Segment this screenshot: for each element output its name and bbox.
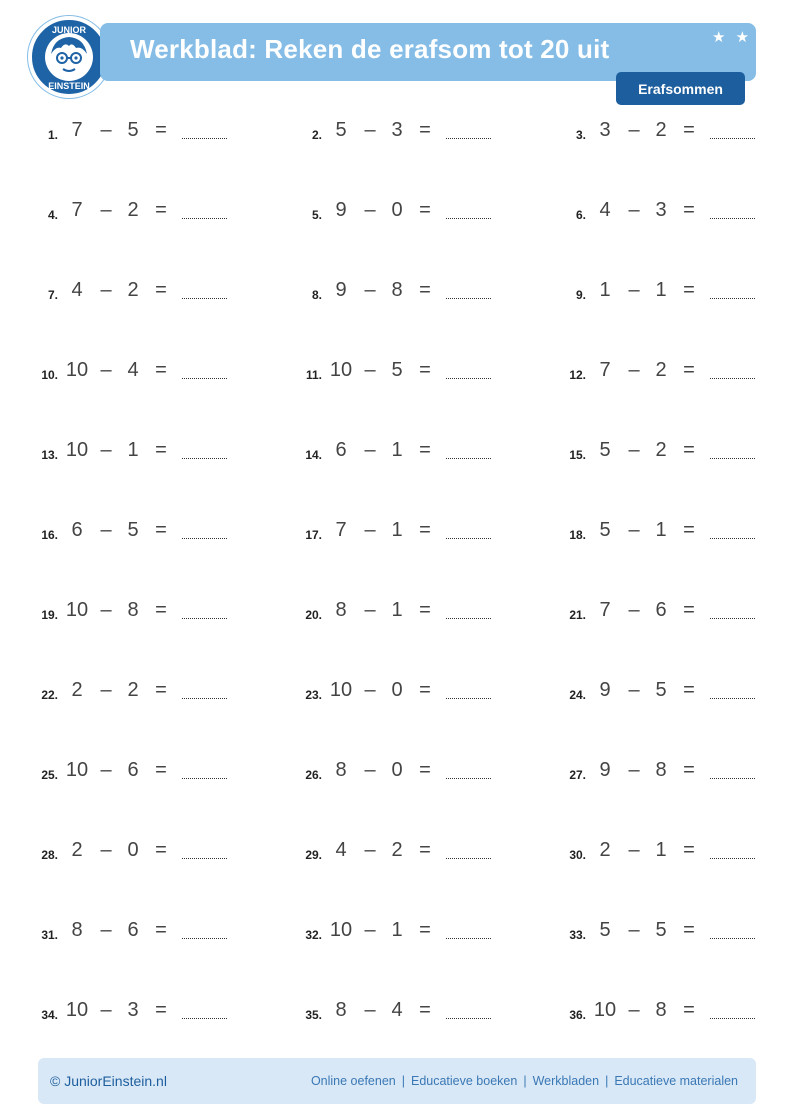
- minuend: 7: [71, 119, 83, 141]
- answer-line[interactable]: [446, 618, 491, 619]
- equals-sign: =: [683, 919, 695, 941]
- logo-text-bottom: EINSTEIN: [48, 81, 90, 91]
- exercise-item: [302, 920, 542, 950]
- subtrahend: 5: [655, 679, 667, 701]
- answer-line[interactable]: [446, 778, 491, 779]
- exercise-number: 6.: [575, 208, 586, 222]
- minuend: 10: [65, 759, 89, 781]
- minus-sign: –: [364, 279, 376, 301]
- subtrahend: 1: [655, 519, 667, 541]
- minus-sign: –: [100, 519, 112, 541]
- page-title: Werkblad: Reken de erafsom tot 20 uit: [130, 34, 610, 64]
- answer-line[interactable]: [446, 938, 491, 939]
- answer-line[interactable]: [446, 138, 491, 139]
- answer-line[interactable]: [182, 458, 227, 459]
- exercise-number: 16.: [41, 528, 58, 542]
- exercise-item: [302, 440, 542, 470]
- exercise-number: 20.: [305, 608, 322, 622]
- subtrahend: 1: [655, 279, 667, 301]
- equals-sign: =: [155, 519, 167, 541]
- exercise-number: 24.: [569, 688, 586, 702]
- equals-sign: =: [419, 759, 431, 781]
- equals-sign: =: [155, 679, 167, 701]
- answer-line[interactable]: [182, 298, 227, 299]
- exercise-item: [302, 840, 542, 870]
- equals-sign: =: [155, 599, 167, 621]
- exercise-item: [302, 1000, 542, 1030]
- subtrahend: 5: [127, 519, 139, 541]
- answer-line[interactable]: [710, 138, 755, 139]
- exercise-number: 13.: [41, 448, 58, 462]
- answer-line[interactable]: [182, 378, 227, 379]
- exercise-item: [566, 280, 794, 310]
- minuend: 10: [65, 359, 89, 381]
- minus-sign: –: [628, 679, 640, 701]
- minuend: 2: [71, 839, 83, 861]
- subtrahend: 2: [655, 119, 667, 141]
- footer-separator: |: [605, 1074, 609, 1088]
- answer-line[interactable]: [446, 538, 491, 539]
- minus-sign: –: [364, 119, 376, 141]
- subtrahend: 2: [127, 279, 139, 301]
- answer-line[interactable]: [182, 778, 227, 779]
- footer-link-educatieve-materialen[interactable]: Educatieve materialen: [614, 1074, 738, 1088]
- subtrahend: 0: [391, 679, 403, 701]
- minus-sign: –: [364, 919, 376, 941]
- exercise-number: 2.: [311, 128, 322, 142]
- exercise-item: [566, 920, 794, 950]
- minuend: 9: [335, 279, 347, 301]
- equals-sign: =: [683, 199, 695, 221]
- exercise-item: [566, 120, 794, 150]
- exercise-number: 34.: [41, 1008, 58, 1022]
- minus-sign: –: [628, 759, 640, 781]
- minuend: 4: [599, 199, 611, 221]
- minus-sign: –: [100, 439, 112, 461]
- exercise-number: 9.: [575, 288, 586, 302]
- equals-sign: =: [155, 439, 167, 461]
- footer-separator: |: [523, 1074, 527, 1088]
- exercise-number: 1.: [47, 128, 58, 142]
- equals-sign: =: [155, 279, 167, 301]
- exercise-item: [302, 680, 542, 710]
- minuend: 9: [335, 199, 347, 221]
- subtrahend: 5: [391, 359, 403, 381]
- exercise-item: [38, 120, 278, 150]
- exercise-item: [38, 1000, 278, 1030]
- minus-sign: –: [364, 839, 376, 861]
- answer-line[interactable]: [710, 458, 755, 459]
- exercise-number: 3.: [575, 128, 586, 142]
- footer-link-educatieve-boeken[interactable]: Educatieve boeken: [410, 1074, 518, 1088]
- minuend: 7: [599, 599, 611, 621]
- minuend: 9: [599, 679, 611, 701]
- equals-sign: =: [155, 999, 167, 1021]
- footer-link-werkbladen[interactable]: Werkbladen: [532, 1074, 600, 1088]
- answer-line[interactable]: [710, 378, 755, 379]
- exercise-number: 27.: [569, 768, 586, 782]
- exercise-item: [566, 360, 794, 390]
- equals-sign: =: [419, 439, 431, 461]
- minuend: 8: [71, 919, 83, 941]
- minus-sign: –: [100, 759, 112, 781]
- equals-sign: =: [683, 359, 695, 381]
- equals-sign: =: [155, 119, 167, 141]
- minuend: 10: [329, 919, 353, 941]
- minuend: 9: [599, 759, 611, 781]
- exercise-item: [38, 600, 278, 630]
- minuend: 7: [335, 519, 347, 541]
- minus-sign: –: [100, 359, 112, 381]
- minus-sign: –: [100, 999, 112, 1021]
- exercise-number: 4.: [47, 208, 58, 222]
- minus-sign: –: [100, 679, 112, 701]
- answer-line[interactable]: [710, 618, 755, 619]
- minuend: 10: [593, 999, 617, 1021]
- exercise-item: [38, 920, 278, 950]
- exercise-item: [302, 600, 542, 630]
- equals-sign: =: [419, 119, 431, 141]
- exercise-item: [566, 520, 794, 550]
- minus-sign: –: [364, 359, 376, 381]
- subtrahend: 3: [391, 119, 403, 141]
- equals-sign: =: [155, 839, 167, 861]
- answer-line[interactable]: [446, 218, 491, 219]
- answer-line[interactable]: [710, 298, 755, 299]
- minuend: 4: [335, 839, 347, 861]
- equals-sign: =: [683, 439, 695, 461]
- equals-sign: =: [683, 679, 695, 701]
- minuend: 6: [71, 519, 83, 541]
- minuend: 7: [599, 359, 611, 381]
- subtrahend: 2: [391, 839, 403, 861]
- exercise-item: [38, 280, 278, 310]
- exercise-number: 14.: [305, 448, 322, 462]
- equals-sign: =: [683, 119, 695, 141]
- minus-sign: –: [364, 679, 376, 701]
- minuend: 5: [335, 119, 347, 141]
- equals-sign: =: [683, 519, 695, 541]
- minus-sign: –: [100, 279, 112, 301]
- difficulty-stars-icon: ★ ★: [712, 29, 753, 46]
- subtrahend: 5: [655, 919, 667, 941]
- equals-sign: =: [683, 279, 695, 301]
- subtrahend: 4: [391, 999, 403, 1021]
- subtrahend: 8: [127, 599, 139, 621]
- footer: [38, 1058, 756, 1104]
- answer-line[interactable]: [446, 1018, 491, 1019]
- subtrahend: 0: [391, 759, 403, 781]
- footer-links: [311, 1074, 738, 1088]
- category-tag[interactable]: Erafsommen: [616, 72, 745, 105]
- minus-sign: –: [628, 279, 640, 301]
- exercise-item: [302, 520, 542, 550]
- exercise-number: 36.: [569, 1008, 586, 1022]
- equals-sign: =: [419, 199, 431, 221]
- answer-line[interactable]: [710, 1018, 755, 1019]
- exercise-item: [38, 520, 278, 550]
- equals-sign: =: [155, 919, 167, 941]
- minus-sign: –: [628, 919, 640, 941]
- equals-sign: =: [419, 359, 431, 381]
- minus-sign: –: [628, 199, 640, 221]
- exercise-number: 35.: [305, 1008, 322, 1022]
- minus-sign: –: [100, 199, 112, 221]
- exercise-item: [302, 360, 542, 390]
- answer-line[interactable]: [182, 138, 227, 139]
- exercise-number: 11.: [305, 368, 322, 382]
- answer-line[interactable]: [182, 858, 227, 859]
- exercise-item: [38, 440, 278, 470]
- minuend: 3: [599, 119, 611, 141]
- exercise-number: 25.: [41, 768, 58, 782]
- minus-sign: –: [364, 439, 376, 461]
- exercise-item: [566, 840, 794, 870]
- minus-sign: –: [628, 519, 640, 541]
- exercise-item: [38, 360, 278, 390]
- minus-sign: –: [100, 919, 112, 941]
- answer-line[interactable]: [710, 538, 755, 539]
- minuend: 6: [335, 439, 347, 461]
- equals-sign: =: [419, 519, 431, 541]
- minuend: 10: [65, 999, 89, 1021]
- minuend: 10: [329, 359, 353, 381]
- subtrahend: 1: [391, 519, 403, 541]
- footer-link-online-oefenen[interactable]: Online oefenen: [310, 1074, 396, 1088]
- subtrahend: 2: [655, 359, 667, 381]
- equals-sign: =: [419, 919, 431, 941]
- exercise-number: 23.: [305, 688, 322, 702]
- answer-line[interactable]: [446, 858, 491, 859]
- exercise-item: [302, 200, 542, 230]
- equals-sign: =: [419, 599, 431, 621]
- exercise-item: [302, 760, 542, 790]
- minuend: 10: [65, 599, 89, 621]
- equals-sign: =: [155, 359, 167, 381]
- equals-sign: =: [419, 839, 431, 861]
- equals-sign: =: [683, 999, 695, 1021]
- minuend: 8: [335, 599, 347, 621]
- exercise-item: [38, 680, 278, 710]
- subtrahend: 4: [127, 359, 139, 381]
- subtrahend: 2: [127, 199, 139, 221]
- minus-sign: –: [628, 439, 640, 461]
- subtrahend: 3: [127, 999, 139, 1021]
- subtrahend: 8: [655, 759, 667, 781]
- equals-sign: =: [683, 839, 695, 861]
- minuend: 5: [599, 519, 611, 541]
- answer-line[interactable]: [710, 218, 755, 219]
- subtrahend: 5: [127, 119, 139, 141]
- subtrahend: 1: [127, 439, 139, 461]
- subtrahend: 6: [655, 599, 667, 621]
- minus-sign: –: [628, 359, 640, 381]
- exercise-item: [566, 440, 794, 470]
- minus-sign: –: [100, 599, 112, 621]
- minus-sign: –: [364, 599, 376, 621]
- subtrahend: 1: [391, 599, 403, 621]
- exercise-item: [566, 200, 794, 230]
- subtrahend: 6: [127, 919, 139, 941]
- equals-sign: =: [155, 759, 167, 781]
- exercise-number: 8.: [311, 288, 322, 302]
- minuend: 2: [71, 679, 83, 701]
- subtrahend: 8: [391, 279, 403, 301]
- subtrahend: 2: [655, 439, 667, 461]
- minus-sign: –: [100, 839, 112, 861]
- exercise-number: 28.: [41, 848, 58, 862]
- exercise-number: 22.: [41, 688, 58, 702]
- answer-line[interactable]: [710, 858, 755, 859]
- exercise-number: 12.: [569, 368, 586, 382]
- logo-text-top: JUNIOR: [51, 25, 87, 35]
- exercise-number: 30.: [569, 848, 586, 862]
- answer-line[interactable]: [182, 938, 227, 939]
- exercise-number: 32.: [305, 928, 322, 942]
- equals-sign: =: [683, 759, 695, 781]
- equals-sign: =: [419, 679, 431, 701]
- subtrahend: 1: [655, 839, 667, 861]
- exercise-number: 10.: [41, 368, 58, 382]
- exercise-number: 26.: [305, 768, 322, 782]
- subtrahend: 1: [391, 919, 403, 941]
- minus-sign: –: [364, 199, 376, 221]
- subtrahend: 1: [391, 439, 403, 461]
- exercise-number: 15.: [569, 448, 586, 462]
- answer-line[interactable]: [182, 538, 227, 539]
- exercise-number: 18.: [569, 528, 586, 542]
- minuend: 1: [599, 279, 611, 301]
- answer-line[interactable]: [182, 1018, 227, 1019]
- minuend: 2: [599, 839, 611, 861]
- minuend: 10: [65, 439, 89, 461]
- answer-line[interactable]: [710, 938, 755, 939]
- minus-sign: –: [628, 999, 640, 1021]
- exercise-item: [302, 280, 542, 310]
- exercise-number: 33.: [569, 928, 586, 942]
- footer-separator: |: [401, 1074, 405, 1088]
- exercise-item: [38, 840, 278, 870]
- equals-sign: =: [419, 279, 431, 301]
- minus-sign: –: [364, 519, 376, 541]
- exercise-item: [566, 1000, 794, 1030]
- minus-sign: –: [100, 119, 112, 141]
- equals-sign: =: [155, 199, 167, 221]
- minuend: 4: [71, 279, 83, 301]
- subtrahend: 8: [655, 999, 667, 1021]
- equals-sign: =: [419, 999, 431, 1021]
- exercise-item: [566, 600, 794, 630]
- minus-sign: –: [364, 999, 376, 1021]
- exercise-number: 17.: [305, 528, 322, 542]
- exercise-number: 19.: [41, 608, 58, 622]
- answer-line[interactable]: [710, 778, 755, 779]
- minuend: 8: [335, 759, 347, 781]
- answer-line[interactable]: [182, 618, 227, 619]
- minuend: 10: [329, 679, 353, 701]
- subtrahend: 0: [391, 199, 403, 221]
- minus-sign: –: [364, 759, 376, 781]
- minuend: 5: [599, 919, 611, 941]
- footer-copyright-link[interactable]: © JuniorEinstein.nl: [50, 1073, 167, 1089]
- subtrahend: 3: [655, 199, 667, 221]
- answer-line[interactable]: [182, 698, 227, 699]
- exercise-number: 29.: [305, 848, 322, 862]
- minuend: 5: [599, 439, 611, 461]
- answer-line[interactable]: [446, 698, 491, 699]
- equals-sign: =: [683, 599, 695, 621]
- exercise-item: [38, 760, 278, 790]
- exercise-item: [38, 200, 278, 230]
- answer-line[interactable]: [182, 218, 227, 219]
- exercise-item: [566, 680, 794, 710]
- answer-line[interactable]: [446, 298, 491, 299]
- subtrahend: 0: [127, 839, 139, 861]
- minus-sign: –: [628, 119, 640, 141]
- minus-sign: –: [628, 599, 640, 621]
- subtrahend: 6: [127, 759, 139, 781]
- minus-sign: –: [628, 839, 640, 861]
- exercise-item: [566, 760, 794, 790]
- exercise-item: [302, 120, 542, 150]
- minuend: 7: [71, 199, 83, 221]
- answer-line[interactable]: [710, 698, 755, 699]
- answer-line[interactable]: [446, 378, 491, 379]
- exercise-number: 5.: [311, 208, 322, 222]
- minuend: 8: [335, 999, 347, 1021]
- answer-line[interactable]: [446, 458, 491, 459]
- exercise-number: 31.: [41, 928, 58, 942]
- exercise-number: 21.: [569, 608, 586, 622]
- subtrahend: 2: [127, 679, 139, 701]
- exercise-number: 7.: [47, 288, 58, 302]
